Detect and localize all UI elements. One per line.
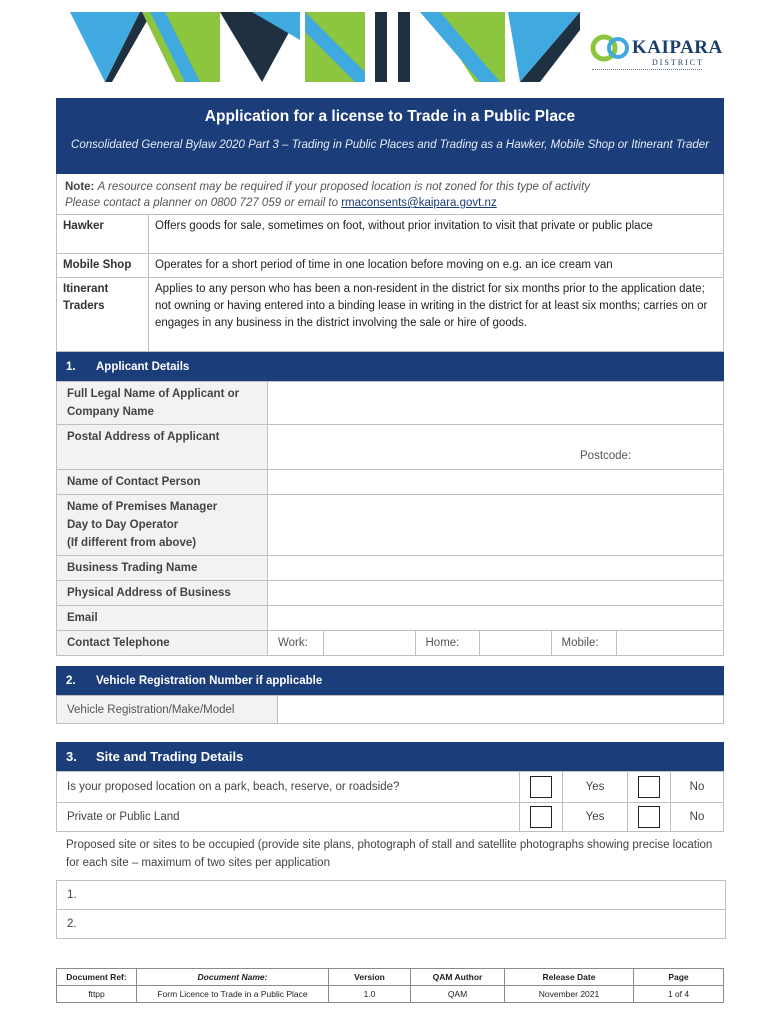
footer-h-version: Version <box>329 969 411 986</box>
label-postal-address: Postal Address of Applicant <box>57 425 268 470</box>
land-no-checkbox[interactable] <box>638 806 660 828</box>
section-3-title: Site and Trading Details <box>96 749 244 764</box>
land-no-label: No <box>671 803 724 832</box>
footer-date: November 2021 <box>505 986 634 1003</box>
home-phone-field[interactable] <box>479 631 551 655</box>
label-premises-manager <box>57 495 268 556</box>
footer-h-date: Release Date <box>505 969 634 986</box>
site-2-field[interactable]: 2. <box>57 910 726 939</box>
premises-manager-field[interactable] <box>268 495 724 556</box>
footer-h-page: Page <box>634 969 724 986</box>
page-title: Application for a license to Trade in a Public Place <box>204 108 576 125</box>
footer-name: Form Licence to Trade in a Public Place <box>137 986 329 1003</box>
label-trading-name: Business Trading Name <box>57 556 268 581</box>
manager-line-3: (If different from above) <box>67 537 197 549</box>
email-link[interactable]: rmaconsents@kaipara.govt.nz <box>341 197 497 209</box>
document-footer <box>56 968 724 1003</box>
proposed-sites-text: Proposed site or sites to be occupied (provide site plans, photograph of stall and satellite photographs showing precise location for each site – maximum of two sites per application <box>66 839 713 869</box>
section-2-title: Vehicle Registration Number if applicable <box>96 674 323 687</box>
section-3-num: 3. <box>66 749 77 764</box>
work-label: Work: <box>268 631 323 655</box>
section-2-num: 2. <box>66 674 76 687</box>
location-no-cell <box>628 772 671 803</box>
footer-ref: fttpp <box>57 986 137 1003</box>
mobile-phone-field[interactable] <box>616 631 723 655</box>
note-line-2: Please contact a planner on 0800 727 059 or email to <box>65 197 338 209</box>
footer-page: 1 of 4 <box>634 986 724 1003</box>
section-2-header <box>56 666 724 695</box>
def-text-hawker: Offers goods for sale, sometimes on foot, without prior invitation to visit that private or public place <box>149 215 724 254</box>
location-yes-label: Yes <box>563 772 628 803</box>
telephone-cell <box>268 631 724 656</box>
footer-h-author: QAM Author <box>411 969 505 986</box>
location-no-label: No <box>671 772 724 803</box>
page-subtitle: Consolidated General Bylaw 2020 Part 3 – Trading in Public Places and Trading as a Hawker, Mobile Shop or Itinerant Trader <box>71 139 709 151</box>
footer-version: 1.0 <box>329 986 411 1003</box>
logo-tagline <box>592 69 702 71</box>
full-name-field[interactable] <box>268 382 724 425</box>
question-land: Private or Public Land <box>57 803 520 832</box>
section-1-num: 1. <box>66 360 76 373</box>
definitions-table <box>56 214 724 352</box>
section-1-title: Applicant Details <box>96 360 190 373</box>
vehicle-table <box>56 695 724 724</box>
footer-author: QAM <box>411 986 505 1003</box>
trading-name-field[interactable] <box>268 556 724 581</box>
location-yes-checkbox[interactable] <box>530 776 552 798</box>
logo-sub: DISTRICT <box>652 58 704 67</box>
land-yes-checkbox[interactable] <box>530 806 552 828</box>
label-contact-person: Name of Contact Person <box>57 470 268 495</box>
email-field[interactable] <box>268 606 724 631</box>
manager-line-1: Name of Premises Manager <box>67 501 218 513</box>
land-yes-cell <box>520 803 563 832</box>
contact-person-field[interactable] <box>268 470 724 495</box>
manager-line-2: Day to Day Operator <box>67 519 179 531</box>
mobile-label: Mobile: <box>551 631 616 655</box>
def-text-mobile-shop: Operates for a short period of time in one location before moving on e.g. an ice cream van <box>149 254 724 278</box>
label-physical-address: Physical Address of Business <box>57 581 268 606</box>
label-telephone: Contact Telephone <box>57 631 268 656</box>
note-line-1: A resource consent may be required if your proposed location is not zoned for this type of activity <box>97 181 591 193</box>
land-yes-label: Yes <box>563 803 628 832</box>
def-term-mobile-shop: Mobile Shop <box>57 254 149 278</box>
sites-table <box>56 880 726 939</box>
site-details-table <box>56 771 724 832</box>
postal-address-field[interactable] <box>268 425 724 470</box>
location-yes-cell <box>520 772 563 803</box>
footer-h-name: Document Name: <box>137 969 329 986</box>
label-email: Email <box>57 606 268 631</box>
applicant-details-table <box>56 381 724 656</box>
home-label: Home: <box>415 631 479 655</box>
label-vehicle-registration: Vehicle Registration/Make/Model <box>57 696 278 724</box>
location-no-checkbox[interactable] <box>638 776 660 798</box>
physical-address-field[interactable] <box>268 581 724 606</box>
note-label: Note: <box>65 181 95 193</box>
title-block <box>56 98 724 174</box>
section-1-header <box>56 352 724 381</box>
site-1-field[interactable]: 1. <box>57 881 726 910</box>
footer-h-ref: Document Ref: <box>57 969 137 986</box>
land-no-cell <box>628 803 671 832</box>
label-full-name: Full Legal Name of Applicant or Company Name <box>57 382 268 425</box>
note-box <box>56 174 724 214</box>
postcode-label: Postcode: <box>580 450 632 462</box>
logo-word: KAIPARA <box>632 37 723 58</box>
def-text-itinerant: Applies to any person who has been a non-resident in the district for six months prior to the application date; not owning or having entered into a binding lease in writing in the district for at least six months; carries on or engages in any business in the district involving the sale or hire of goods. <box>149 278 724 352</box>
vehicle-registration-field[interactable] <box>278 696 724 724</box>
def-term-hawker: Hawker <box>57 215 149 254</box>
work-phone-field[interactable] <box>323 631 415 655</box>
question-location: Is your proposed location on a park, beach, reserve, or roadside? <box>57 772 520 803</box>
def-term-itinerant: Itinerant Traders <box>57 278 149 352</box>
section-3-header <box>56 742 724 771</box>
